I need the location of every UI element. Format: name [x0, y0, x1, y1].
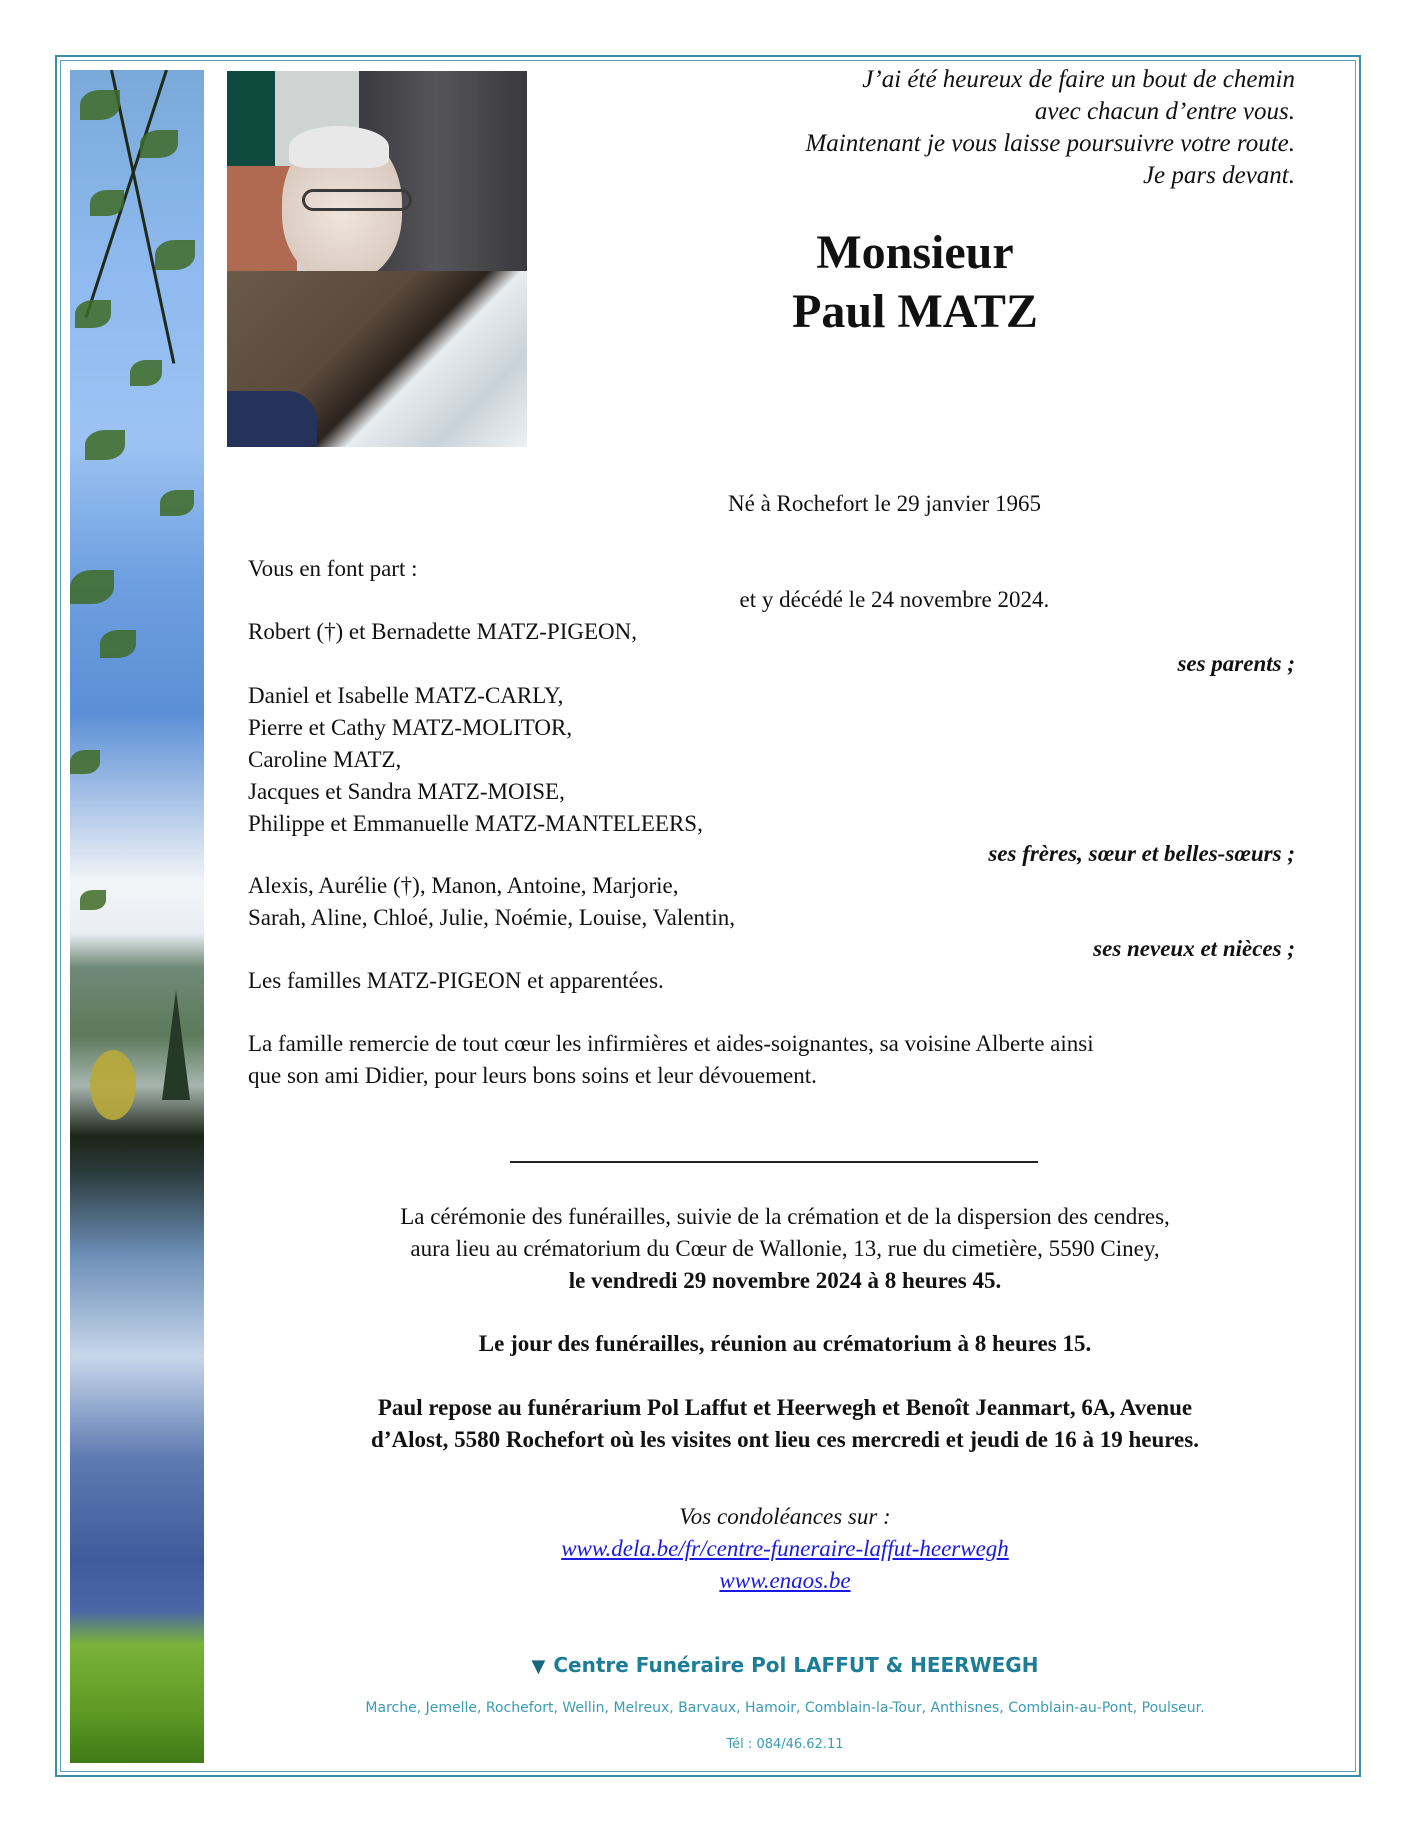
portrait-photo [227, 71, 527, 447]
meeting-info: Le jour des funérailles, réunion au crématorium à 8 heures 15. [478, 1331, 1092, 1356]
family-name-line: Robert (†) et Bernadette MATZ-PIGEON, [248, 619, 637, 644]
announcement-intro: Vous en font part : [248, 556, 418, 581]
visitation-info [230, 1392, 1340, 1456]
thanks-paragraph [248, 1028, 1094, 1092]
family-name-line: Daniel et Isabelle MATZ-CARLY, [248, 683, 564, 708]
relation-label-siblings: ses frères, sœur et belles-sœurs ; [988, 841, 1295, 866]
epitaph-poem [805, 64, 1295, 192]
relation-label-nephews: ses neveux et nièces ; [1093, 936, 1295, 961]
thanks-line: que son ami Didier, pour leurs bons soins et leur dévouement. [248, 1063, 817, 1088]
triangle-down-icon: ▼ [531, 1656, 546, 1677]
family-name-line: Jacques et Sandra MATZ-MOISE, [248, 779, 565, 804]
condolence-link-enaos[interactable]: www.enaos.be [719, 1568, 851, 1593]
family-name-line: Philippe et Emmanuelle MATZ-MANTELEERS, [248, 811, 703, 836]
funeral-home-phone: Tél : 084/46.62.11 [726, 1737, 844, 1752]
ceremony-line: aura lieu au crématorium du Cœur de Wallonie, 13, rue du cimetière, 5590 Ciney, [410, 1236, 1160, 1261]
family-group-nephews [248, 870, 735, 934]
ceremony-date: le vendredi 29 novembre 2024 à 8 heures 45. [568, 1268, 1002, 1293]
death-line: et y décédé le 24 novembre 2024. [728, 587, 1050, 612]
section-divider [510, 1161, 1038, 1163]
condolences-label: Vos condoléances sur : [679, 1504, 891, 1529]
relation-label-parents: ses parents ; [1177, 651, 1295, 676]
family-group-parents [248, 616, 637, 648]
family-name-line: Pierre et Cathy MATZ-MOLITOR, [248, 715, 573, 740]
visitation-line: Paul repose au funérarium Pol Laffut et Heerwegh et Benoît Jeanmart, 6A, Avenue [377, 1395, 1193, 1420]
poem-line: Je pars devant. [1142, 162, 1295, 189]
ceremony-line: La cérémonie des funérailles, suivie de la crémation et de la dispersion des cendres, [400, 1204, 1170, 1229]
family-name-line: Caroline MATZ, [248, 747, 402, 772]
condolence-link-dela[interactable]: www.dela.be/fr/centre-funeraire-laffut-heerwegh [561, 1536, 1009, 1561]
funeral-home-brand [230, 1653, 1340, 1677]
families-line: Les familles MATZ-PIGEON et apparentées. [248, 968, 664, 993]
poem-line: Maintenant je vous laisse poursuivre votre route. [805, 130, 1295, 157]
family-group-siblings [248, 680, 703, 840]
condolences-block [230, 1501, 1340, 1597]
poem-line: avec chacun d’entre vous. [1034, 98, 1295, 125]
thanks-line: La famille remercie de tout cœur les infirmières et aides-soignantes, sa voisine Alberte ainsi [248, 1031, 1094, 1056]
ceremony-info [230, 1201, 1340, 1297]
honorific-title: Monsieur [816, 226, 1014, 279]
family-name-line: Sarah, Aline, Chloé, Julie, Noémie, Louise, Valentin, [248, 905, 735, 930]
deceased-name: Paul MATZ [792, 285, 1038, 338]
poem-line: J’ai été heureux de faire un bout de chemin [862, 66, 1295, 93]
nature-side-image [70, 70, 204, 1763]
birth-death-info [728, 424, 1049, 648]
funeral-home-locations: Marche, Jemelle, Rochefort, Wellin, Melreux, Barvaux, Hamoir, Comblain-la-Tour, Anthisnes, Comblain-au-Pont, Poulseur. [365, 1700, 1205, 1716]
funeral-home-name: Centre Funéraire Pol LAFFUT & HEERWEGH [553, 1653, 1039, 1677]
birth-line: Né à Rochefort le 29 janvier 1965 [728, 491, 1041, 516]
visitation-line: d’Alost, 5580 Rochefort où les visites ont lieu ces mercredi et jeudi de 16 à 19 heures. [371, 1427, 1199, 1452]
family-name-line: Alexis, Aurélie (†), Manon, Antoine, Marjorie, [248, 873, 679, 898]
